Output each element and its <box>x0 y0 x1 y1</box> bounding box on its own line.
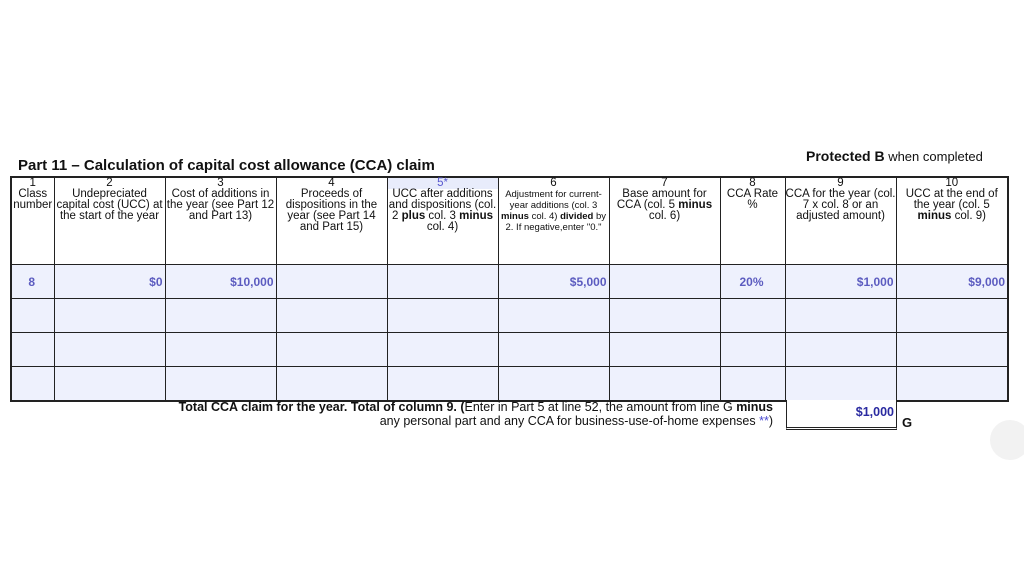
part-title: Part 11 – Calculation of capital cost allowance (CCA) claim <box>18 157 435 174</box>
cell-col-7[interactable] <box>609 299 720 333</box>
col-header-1: 1 Class number <box>11 177 54 265</box>
cell-col-6[interactable] <box>498 299 609 333</box>
cell-col-1[interactable] <box>11 333 54 367</box>
cell-col-10[interactable] <box>896 299 1008 333</box>
line-g-label: G <box>902 415 913 430</box>
cell-col-6[interactable] <box>498 367 609 402</box>
col-header-9: 9 CCA for the year (col. 7 x col. 8 or an adjusted amount) <box>785 177 896 265</box>
total-instruction-line2: any personal part and any CCA for business-use-of-home expenses <box>379 414 760 428</box>
cell-col-10[interactable] <box>896 333 1008 367</box>
table-row <box>11 265 1008 299</box>
cell-col-2[interactable]: $0 <box>54 265 165 299</box>
cell-col-6[interactable]: $5,000 <box>498 265 609 299</box>
cell-col-2[interactable] <box>54 367 165 402</box>
footnote-link[interactable]: ** <box>759 414 769 428</box>
cell-col-9[interactable]: $1,000 <box>785 265 896 299</box>
cell-col-7[interactable] <box>609 333 720 367</box>
cell-col-9[interactable] <box>785 333 896 367</box>
header-row <box>11 177 1008 265</box>
col-header-10: 10 UCC at the end of the year (col. 5 minus col. 9) <box>896 177 1008 265</box>
cell-col-3[interactable] <box>165 299 276 333</box>
total-cca-value[interactable]: $1,000 <box>855 405 894 419</box>
protected-b-notice <box>806 148 983 164</box>
table-row <box>11 333 1008 367</box>
cell-col-1[interactable] <box>11 367 54 402</box>
cell-col-8[interactable] <box>720 299 785 333</box>
cell-col-4[interactable] <box>276 367 387 402</box>
col-header-3: 3 Cost of additions in the year (see Part 12 and Part 13) <box>165 177 276 265</box>
total-minus: minus <box>736 400 773 414</box>
cell-col-5[interactable] <box>387 299 498 333</box>
cell-col-5[interactable] <box>387 333 498 367</box>
total-label: Total CCA claim for the year. Total of column 9. ( <box>178 400 465 414</box>
cell-col-9[interactable] <box>785 367 896 402</box>
cell-col-5[interactable] <box>387 367 498 402</box>
col-header-8: 8 CCA Rate % <box>720 177 785 265</box>
protected-b-suffix: when completed <box>884 149 983 164</box>
protected-b-label: Protected B <box>806 148 885 164</box>
cell-col-1[interactable]: 8 <box>11 265 54 299</box>
cell-col-5[interactable] <box>387 265 498 299</box>
cell-col-10[interactable] <box>896 367 1008 402</box>
cell-col-4[interactable] <box>276 265 387 299</box>
total-cca-field[interactable] <box>786 400 897 430</box>
cell-col-7[interactable] <box>609 367 720 402</box>
cell-col-2[interactable] <box>54 333 165 367</box>
cell-col-1[interactable] <box>11 299 54 333</box>
table-row <box>11 299 1008 333</box>
scroll-button[interactable] <box>990 420 1024 460</box>
total-instruction-text: Enter in Part 5 at line 52, the amount from line G <box>464 400 737 414</box>
cell-col-6[interactable] <box>498 333 609 367</box>
total-cca-instruction <box>108 400 773 428</box>
cell-col-3[interactable]: $10,000 <box>165 265 276 299</box>
col-header-6: 6 Adjustment for current-year additions (col. 3 minus col. 4) divided by 2. If negative,enter "0." <box>498 177 609 265</box>
col-header-2: 2 Undepreciated capital cost (UCC) at the start of the year <box>54 177 165 265</box>
cell-col-7[interactable] <box>609 265 720 299</box>
cca-table <box>10 176 1009 402</box>
cell-col-4[interactable] <box>276 299 387 333</box>
cell-col-8[interactable]: 20% <box>720 265 785 299</box>
col-header-4: 4 Proceeds of dispositions in the year (see Part 14 and Part 15) <box>276 177 387 265</box>
cell-col-8[interactable] <box>720 333 785 367</box>
cell-col-10[interactable]: $9,000 <box>896 265 1008 299</box>
col-header-7: 7 Base amount for CCA (col. 5 minus col. 6) <box>609 177 720 265</box>
cell-col-3[interactable] <box>165 333 276 367</box>
total-paren: ) <box>768 414 773 428</box>
col-header-5: 5* UCC after additions and dispositions (col. 2 plus col. 3 minus col. 4) <box>387 177 498 265</box>
cell-col-4[interactable] <box>276 333 387 367</box>
cell-col-9[interactable] <box>785 299 896 333</box>
cell-col-2[interactable] <box>54 299 165 333</box>
cell-col-8[interactable] <box>720 367 785 402</box>
cell-col-3[interactable] <box>165 367 276 402</box>
table-row <box>11 367 1008 402</box>
